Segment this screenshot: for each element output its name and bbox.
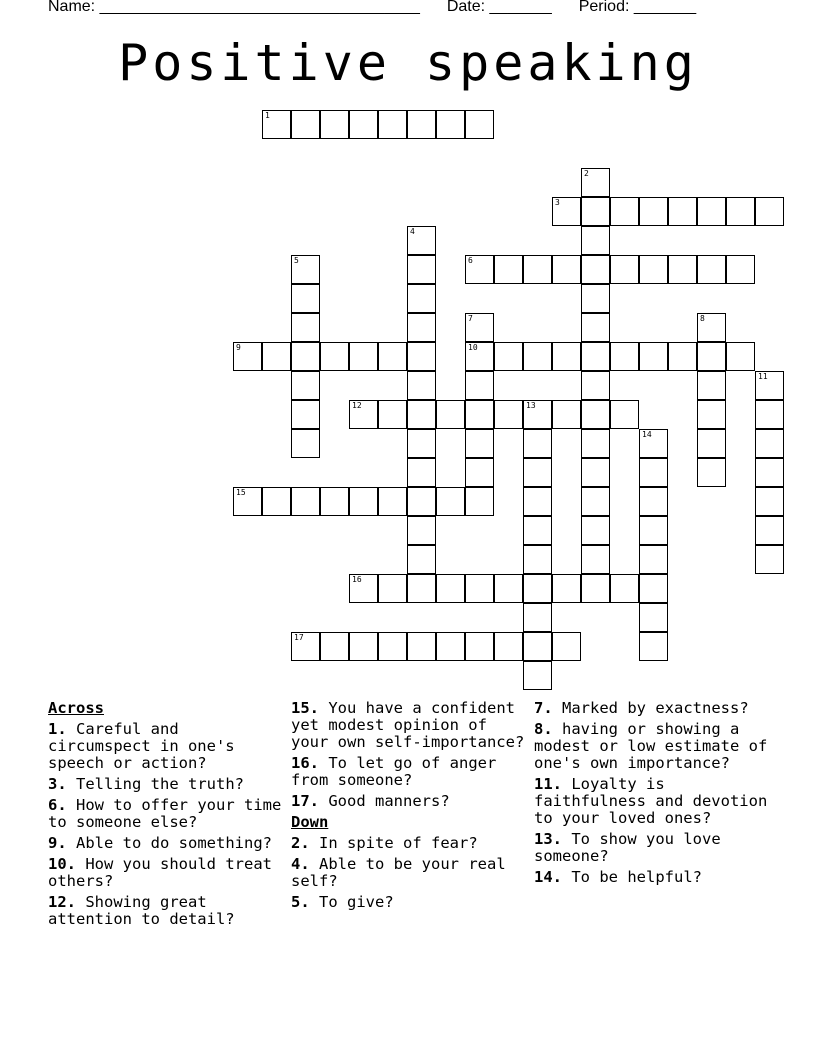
grid-cell[interactable] bbox=[523, 574, 552, 603]
clue-across-3: 3. Telling the truth? bbox=[48, 775, 244, 793]
grid-cell[interactable] bbox=[639, 545, 668, 574]
grid-cell[interactable] bbox=[349, 632, 378, 661]
grid-cell[interactable] bbox=[755, 197, 784, 226]
cell-number: 14 bbox=[642, 430, 652, 439]
grid-cell[interactable] bbox=[320, 342, 349, 371]
grid-cell[interactable] bbox=[291, 429, 320, 458]
clue-across-16: 16. To let go of anger from someone? bbox=[291, 754, 497, 789]
grid-cell[interactable] bbox=[610, 342, 639, 371]
grid-cell[interactable] bbox=[726, 197, 755, 226]
cell-number: 1 bbox=[265, 111, 270, 120]
grid-cell[interactable] bbox=[581, 226, 610, 255]
grid-cell[interactable] bbox=[465, 110, 494, 139]
grid-cell[interactable] bbox=[610, 255, 639, 284]
grid-cell[interactable] bbox=[552, 632, 581, 661]
grid-cell[interactable] bbox=[291, 313, 320, 342]
clue-down-8: 8. having or showing a modest or low estimate of one's own importance? bbox=[534, 720, 768, 772]
grid-cell[interactable] bbox=[465, 371, 494, 400]
grid-cell[interactable] bbox=[726, 255, 755, 284]
grid-cell[interactable] bbox=[523, 487, 552, 516]
grid-cell[interactable] bbox=[291, 110, 320, 139]
grid-cell[interactable] bbox=[465, 458, 494, 487]
grid-cell[interactable] bbox=[581, 197, 610, 226]
grid-cell[interactable] bbox=[552, 197, 581, 226]
grid-cell[interactable] bbox=[552, 400, 581, 429]
grid-cell[interactable] bbox=[523, 400, 552, 429]
grid-cell[interactable] bbox=[697, 458, 726, 487]
clue-down-13: 13. To show you love someone? bbox=[534, 830, 721, 865]
grid-cell[interactable] bbox=[378, 342, 407, 371]
cell-number: 6 bbox=[468, 256, 473, 265]
grid-cell[interactable] bbox=[494, 400, 523, 429]
clue-across-6: 6. How to offer your time to someone else? bbox=[48, 796, 282, 831]
grid-cell[interactable] bbox=[639, 603, 668, 632]
grid-cell[interactable] bbox=[755, 458, 784, 487]
grid-cell[interactable] bbox=[668, 197, 697, 226]
grid-cell[interactable] bbox=[697, 371, 726, 400]
clue-across-10: 10. How you should treat others? bbox=[48, 855, 272, 890]
grid-cell[interactable] bbox=[697, 400, 726, 429]
grid-cell[interactable] bbox=[494, 574, 523, 603]
grid-cell[interactable] bbox=[610, 400, 639, 429]
grid-cell[interactable] bbox=[262, 487, 291, 516]
grid-cell[interactable] bbox=[755, 429, 784, 458]
clue-down-11: 11. Loyalty is faithfulness and devotion to your loved ones? bbox=[534, 775, 768, 827]
grid-cell[interactable] bbox=[581, 371, 610, 400]
grid-cell[interactable] bbox=[697, 342, 726, 371]
clue-across-9: 9. Able to do something? bbox=[48, 834, 272, 852]
clue-down-7: 7. Marked by exactness? bbox=[534, 699, 749, 717]
cell-number: 7 bbox=[468, 314, 473, 323]
grid-cell[interactable] bbox=[639, 574, 668, 603]
grid-cell[interactable] bbox=[581, 516, 610, 545]
cell-number: 9 bbox=[236, 343, 241, 352]
grid-cell[interactable] bbox=[320, 632, 349, 661]
puzzle-title: Positive speaking bbox=[118, 34, 698, 92]
grid-cell[interactable] bbox=[523, 342, 552, 371]
grid-cell[interactable] bbox=[581, 255, 610, 284]
grid-cell[interactable] bbox=[407, 574, 436, 603]
grid-cell[interactable] bbox=[639, 458, 668, 487]
grid-cell[interactable] bbox=[581, 429, 610, 458]
grid-cell[interactable] bbox=[407, 458, 436, 487]
grid-cell[interactable] bbox=[523, 458, 552, 487]
grid-cell[interactable] bbox=[465, 313, 494, 342]
cell-number: 2 bbox=[584, 169, 589, 178]
grid-cell[interactable] bbox=[755, 487, 784, 516]
grid-cell[interactable] bbox=[639, 487, 668, 516]
cell-number: 11 bbox=[758, 372, 768, 381]
grid-cell[interactable] bbox=[639, 429, 668, 458]
grid-cell[interactable] bbox=[668, 342, 697, 371]
grid-cell[interactable] bbox=[291, 487, 320, 516]
grid-cell[interactable] bbox=[755, 516, 784, 545]
grid-cell[interactable] bbox=[465, 487, 494, 516]
grid-cell[interactable] bbox=[465, 255, 494, 284]
grid-cell[interactable] bbox=[407, 429, 436, 458]
clue-across-15: 15. You have a confident yet modest opinion of your own self-importance? bbox=[291, 699, 525, 751]
grid-cell[interactable] bbox=[494, 632, 523, 661]
grid-cell[interactable] bbox=[581, 487, 610, 516]
grid-cell[interactable] bbox=[262, 342, 291, 371]
grid-cell[interactable] bbox=[320, 110, 349, 139]
grid-cell[interactable] bbox=[697, 197, 726, 226]
grid-cell[interactable] bbox=[523, 632, 552, 661]
cell-number: 12 bbox=[352, 401, 362, 410]
cell-number: 5 bbox=[294, 256, 299, 265]
grid-cell[interactable] bbox=[378, 632, 407, 661]
grid-cell[interactable] bbox=[552, 255, 581, 284]
cell-number: 3 bbox=[555, 198, 560, 207]
grid-cell[interactable] bbox=[465, 429, 494, 458]
clue-across-12: 12. Showing great attention to detail? bbox=[48, 893, 235, 928]
grid-cell[interactable] bbox=[291, 400, 320, 429]
grid-cell[interactable] bbox=[320, 487, 349, 516]
grid-cell[interactable] bbox=[407, 226, 436, 255]
grid-cell[interactable] bbox=[407, 516, 436, 545]
grid-cell[interactable] bbox=[407, 545, 436, 574]
grid-cell[interactable] bbox=[407, 487, 436, 516]
cell-number: 15 bbox=[236, 488, 246, 497]
grid-cell[interactable] bbox=[523, 255, 552, 284]
clues-column-2 bbox=[291, 700, 531, 915]
grid-cell[interactable] bbox=[291, 342, 320, 371]
grid-cell[interactable] bbox=[639, 197, 668, 226]
grid-cell[interactable] bbox=[639, 255, 668, 284]
grid-cell[interactable] bbox=[726, 342, 755, 371]
grid-cell[interactable] bbox=[552, 342, 581, 371]
grid-cell[interactable] bbox=[436, 110, 465, 139]
grid-cell[interactable] bbox=[436, 487, 465, 516]
grid-cell[interactable] bbox=[523, 516, 552, 545]
grid-cell[interactable] bbox=[465, 400, 494, 429]
grid-cell[interactable] bbox=[378, 400, 407, 429]
grid-cell[interactable] bbox=[581, 313, 610, 342]
grid-cell[interactable] bbox=[610, 197, 639, 226]
grid-cell[interactable] bbox=[610, 574, 639, 603]
name-field[interactable]: Name: ____________________________________ bbox=[48, 0, 420, 15]
grid-cell[interactable] bbox=[697, 313, 726, 342]
grid-cell[interactable] bbox=[581, 545, 610, 574]
grid-cell[interactable] bbox=[494, 255, 523, 284]
grid-cell[interactable] bbox=[494, 342, 523, 371]
grid-cell[interactable] bbox=[378, 110, 407, 139]
grid-cell[interactable] bbox=[407, 255, 436, 284]
grid-cell[interactable] bbox=[233, 487, 262, 516]
grid-cell[interactable] bbox=[697, 255, 726, 284]
grid-cell[interactable] bbox=[668, 255, 697, 284]
grid-cell[interactable] bbox=[407, 632, 436, 661]
grid-cell[interactable] bbox=[552, 574, 581, 603]
grid-cell[interactable] bbox=[262, 110, 291, 139]
cell-number: 13 bbox=[526, 401, 536, 410]
grid-cell[interactable] bbox=[436, 400, 465, 429]
cell-number: 4 bbox=[410, 227, 415, 236]
grid-cell[interactable] bbox=[755, 400, 784, 429]
grid-cell[interactable] bbox=[755, 371, 784, 400]
grid-cell[interactable] bbox=[581, 284, 610, 313]
clue-down-5: 5. To give? bbox=[291, 893, 394, 911]
clue-down-2: 2. In spite of fear? bbox=[291, 834, 478, 852]
across-heading: Across bbox=[48, 699, 104, 717]
grid-cell[interactable] bbox=[523, 603, 552, 632]
grid-cell[interactable] bbox=[523, 661, 552, 690]
grid-cell[interactable] bbox=[523, 545, 552, 574]
grid-cell[interactable] bbox=[407, 284, 436, 313]
grid-cell[interactable] bbox=[639, 632, 668, 661]
grid-cell[interactable] bbox=[639, 516, 668, 545]
grid-cell[interactable] bbox=[291, 255, 320, 284]
grid-cell[interactable] bbox=[523, 429, 552, 458]
cell-number: 17 bbox=[294, 633, 304, 642]
grid-cell[interactable] bbox=[581, 168, 610, 197]
grid-cell[interactable] bbox=[291, 371, 320, 400]
grid-cell[interactable] bbox=[291, 284, 320, 313]
grid-cell[interactable] bbox=[349, 574, 378, 603]
grid-cell[interactable] bbox=[436, 632, 465, 661]
clue-down-14: 14. To be helpful? bbox=[534, 868, 702, 886]
clue-down-4: 4. Able to be your real self? bbox=[291, 855, 506, 890]
grid-cell[interactable] bbox=[581, 574, 610, 603]
grid-cell[interactable] bbox=[233, 342, 262, 371]
grid-cell[interactable] bbox=[349, 342, 378, 371]
grid-cell[interactable] bbox=[697, 429, 726, 458]
clue-across-1: 1. Careful and circumspect in one's speech or action? bbox=[48, 720, 235, 772]
date-field[interactable]: Date: _______ bbox=[446, 0, 552, 15]
grid-cell[interactable] bbox=[291, 632, 320, 661]
cell-number: 16 bbox=[352, 575, 362, 584]
grid-cell[interactable] bbox=[349, 487, 378, 516]
grid-cell[interactable] bbox=[349, 110, 378, 139]
grid-cell[interactable] bbox=[581, 400, 610, 429]
grid-cell[interactable] bbox=[378, 487, 407, 516]
grid-cell[interactable] bbox=[465, 342, 494, 371]
grid-cell[interactable] bbox=[407, 110, 436, 139]
cell-number: 10 bbox=[468, 343, 478, 352]
period-field[interactable]: Period: _______ bbox=[578, 0, 697, 15]
clues-column-3 bbox=[534, 700, 774, 890]
grid-cell[interactable] bbox=[407, 313, 436, 342]
grid-cell[interactable] bbox=[465, 574, 494, 603]
grid-cell[interactable] bbox=[755, 545, 784, 574]
grid-cell[interactable] bbox=[378, 574, 407, 603]
grid-cell[interactable] bbox=[581, 458, 610, 487]
grid-cell[interactable] bbox=[465, 632, 494, 661]
clue-across-17: 17. Good manners? bbox=[291, 792, 450, 810]
grid-cell[interactable] bbox=[349, 400, 378, 429]
grid-cell[interactable] bbox=[407, 371, 436, 400]
grid-cell[interactable] bbox=[436, 574, 465, 603]
clues-column-1 bbox=[48, 700, 288, 932]
grid-cell[interactable] bbox=[639, 342, 668, 371]
grid-cell[interactable] bbox=[407, 342, 436, 371]
cell-number: 8 bbox=[700, 314, 705, 323]
grid-cell[interactable] bbox=[407, 400, 436, 429]
grid-cell[interactable] bbox=[581, 342, 610, 371]
down-heading: Down bbox=[291, 813, 329, 831]
